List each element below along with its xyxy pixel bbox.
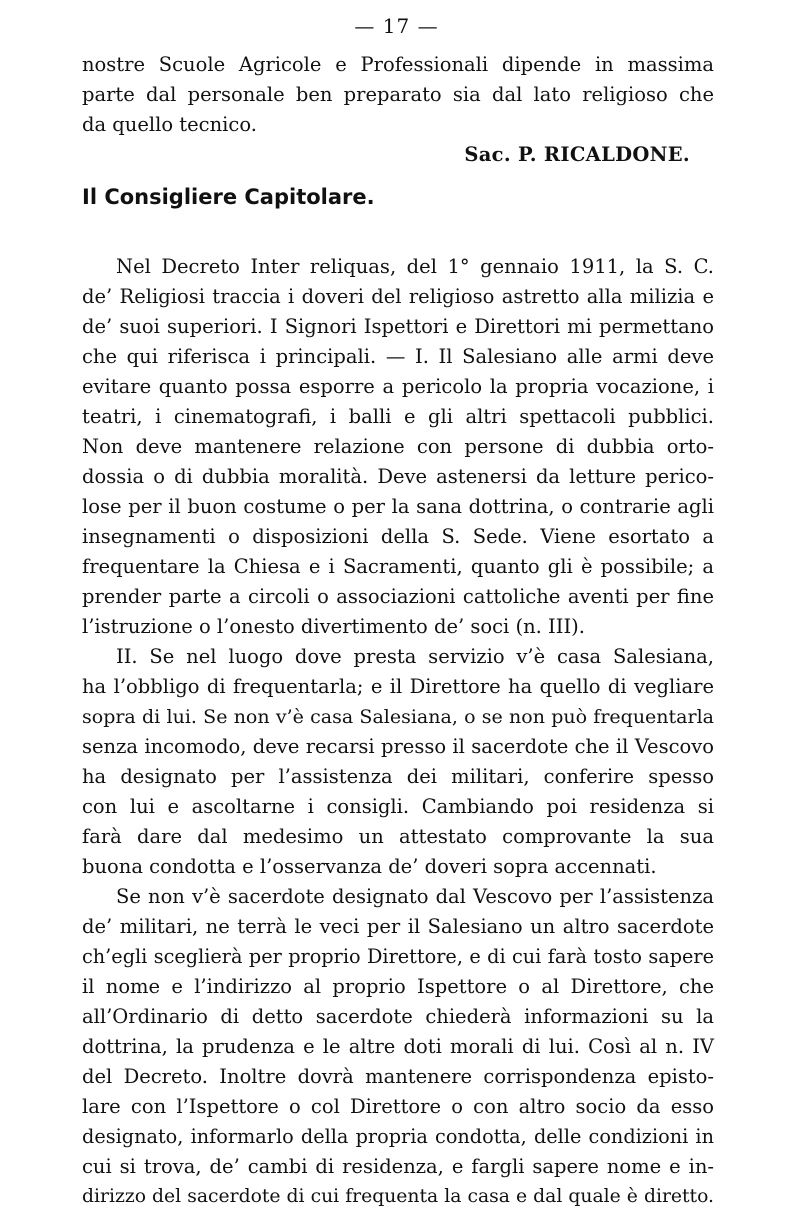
text-line: teatri, i cinematografi, i balli e gli altri spettacoli pubblici.: [82, 405, 714, 428]
text-line: prender parte a circoli o associazioni cattoliche aventi per fine: [82, 585, 714, 608]
text-line: con lui e ascoltarne i consigli. Cambiando poi residenza si: [82, 795, 714, 818]
text-line: dirizzo del sacerdote di cui frequenta la casa e dal quale è diretto.: [82, 1186, 714, 1207]
text-line: senza incomodo, deve recarsi presso il sacerdote che il Vescovo: [82, 735, 714, 758]
text-line: l’istruzione o l’onesto divertimento de’ soci (n. III).: [82, 615, 585, 638]
text-line: nostre Scuole Agricole e Professionali dipende in massima: [82, 53, 714, 76]
page-text: [82, 50, 714, 1212]
text-line: cui si trova, de’ cambi di residenza, e fargli sapere nome e in-: [82, 1155, 714, 1178]
text-line: Non deve mantenere relazione con persone di dubbia orto-: [82, 435, 714, 458]
text-line: buona condotta e l’osservanza de’ doveri sopra accennati.: [82, 855, 657, 878]
text-line: lose per il buon costume o per la sana dottrina, o contrarie agli: [82, 495, 714, 518]
text-line: insegnamenti o disposizioni della S. Sede. Viene esortato a: [82, 525, 714, 548]
text-line: il nome e l’indirizzo al proprio Ispettore o al Direttore, che: [82, 975, 714, 998]
text-line: II. Se nel luogo dove presta servizio v’è casa Salesiana,: [116, 645, 714, 668]
text-line: dossia o di dubbia moralità. Deve astenersi da letture perico-: [82, 465, 714, 488]
text-line: de’ militari, ne terrà le veci per il Salesiano un altro sacerdote: [82, 915, 714, 938]
spacer: [82, 224, 714, 252]
text-line: frequentare la Chiesa e i Sacramenti, quanto gli è possibile; a: [82, 555, 714, 578]
text-line: dottrina, la prudenza e le altre doti morali di lui. Così al n. IV: [82, 1035, 714, 1058]
text-line: de’ suoi superiori. I Signori Ispettori e Direttori mi permettano: [82, 315, 714, 338]
text-line: parte dal personale ben preparato sia dal lato religioso che: [82, 83, 714, 106]
section-heading: Il Consigliere Capitolare.: [82, 185, 375, 209]
text-line: ha l’obbligo di frequentarla; e il Direttore ha quello di vegliare: [82, 675, 714, 698]
text-line: che qui riferisca i principali. — I. Il Salesiano alle armi deve: [82, 345, 714, 368]
text-line: del Decreto. Inoltre dovrà mantenere corrispondenza episto-: [82, 1065, 714, 1088]
text-line: evitare quanto possa esporre a pericolo la propria vocazione, i: [82, 375, 714, 398]
text-line: Nel Decreto Inter reliquas, del 1° gennaio 1911, la S. C.: [116, 255, 714, 278]
text-line: lare con l’Ispettore o col Direttore o con altro socio da esso: [82, 1095, 714, 1118]
text-line: all’Ordinario di detto sacerdote chiederà informazioni su la: [82, 1005, 714, 1028]
text-line: da quello tecnico.: [82, 113, 257, 136]
text-line: designato, informarlo della propria condotta, delle condizioni in: [82, 1125, 714, 1148]
page-number: — 17 —: [354, 14, 439, 38]
text-line: ch’egli sceglierà per proprio Direttore, e di cui farà tosto sapere: [82, 945, 714, 968]
text-line: farà dare dal medesimo un attestato comprovante la sua: [82, 825, 714, 848]
text-line: de’ Religiosi traccia i doveri del religioso astretto alla milizia e: [82, 285, 714, 308]
text-line: Se non v’è sacerdote designato dal Vescovo per l’assistenza: [116, 885, 714, 908]
text-line: sopra di lui. Se non v’è casa Salesiana, o se non può frequentarla: [82, 706, 714, 728]
signature: Sac. P. RICALDONE.: [464, 143, 690, 166]
text-line: ha designato per l’assistenza dei militari, conferire spesso: [82, 765, 714, 788]
